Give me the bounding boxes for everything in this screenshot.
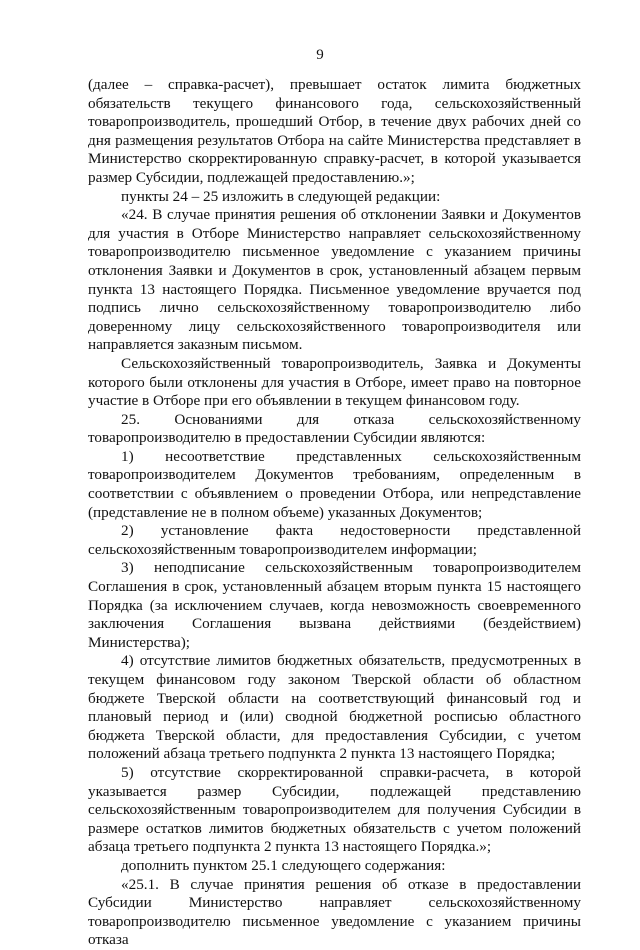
page-number: 9 xyxy=(316,47,324,63)
document-body xyxy=(88,76,581,950)
paragraph-repeat-participation: Сельскохозяйственный товаропроизводитель, Заявка и Документы которого были отклонены для участия в Отборе, имеет право на повторное участие в Отборе при его объявлении в текущем финансовом году. xyxy=(88,354,581,410)
paragraph-ground-4: 4) отсутствие лимитов бюджетных обязательств, предусмотренных в текущем финансовом году законом Тверской области об областном бюджете Тверской области на соответствующий финансовый год и плановый период и (или) сводной бюджетной росписью областного бюджета Тверской области, для предоставления Субсидии, с учетом положений абзаца третьего подпункта 2 пункта 13 настоящего Порядка; xyxy=(88,652,581,763)
paragraph-continuation: (далее – справка-расчет), превышает остаток лимита бюджетных обязательств текущего финансового года, сельскохозяйственный товаропроизводитель, прошедший Отбор, в течение двух рабочих дней со дня размещения результатов Отбора на сайте Министерства представляет в Министерство скорректированную справку-расчет, в которой указывается размер Субсидии, подлежащей предоставлению.»; xyxy=(88,76,581,186)
paragraph-item-25-1: «25.1. В случае принятия решения об отказе в предоставлении Субсидии Министерство направляет сельскохозяйственному товаропроизводителю письменное уведомление с указанием причины отказа xyxy=(88,875,581,949)
paragraph-ground-3: 3) неподписание сельскохозяйственным товаропроизводителем Соглашения в срок, установленный абзацем вторым пункта 15 настоящего Порядка (за исключением случаев, когда невозможность своевременного заключения Соглашения вызвана действиями (бездействием) Министерства); xyxy=(88,559,581,651)
paragraph-ground-5: 5) отсутствие скорректированной справки-расчета, в которой указывается размер Субсидии, подлежащей представлению сельскохозяйственным товаропроизводителем для получения Субсидии в размере остатков лимитов бюджетных обязательств с учетом положений абзаца третьего подпункта 2 пункта 13 настоящего Порядка.»; xyxy=(88,763,581,856)
paragraph-amendment-24-25: пункты 24 – 25 изложить в следующей редакции: xyxy=(121,187,441,205)
paragraph-ground-2: 2) установление факта недостоверности представленной сельскохозяйственным товаропроизводителем информации; xyxy=(88,522,581,558)
paragraph-item-24: «24. В случае принятия решения об отклонении Заявки и Документов для участия в Отборе Министерство направляет сельскохозяйственному товаропроизводителю письменное уведомление с указанием причины отклонения Заявки и Документов в срок, установленный абзацем первым пункта 13 настоящего Порядка. Письменное уведомление вручается под подпись лично сельскохозяйственному товаропроизводителю либо доверенному лицу сельскохозяйственного товаропроизводителя или направляется заказным письмом. xyxy=(88,206,581,354)
paragraph-ground-1: 1) несоответствие представленных сельскохозяйственным товаропроизводителем Документов требованиям, определенным в соответствии с объявлением о проведении Отбора, или непредставление (представление не в полном объеме) указанных Документов; xyxy=(88,447,581,521)
paragraph-add-25-1: дополнить пунктом 25.1 следующего содержания: xyxy=(121,856,446,874)
paragraph-item-25: 25. Основаниями для отказа сельскохозяйственному товаропроизводителю в предоставлении Субсидии являются: xyxy=(88,410,581,447)
